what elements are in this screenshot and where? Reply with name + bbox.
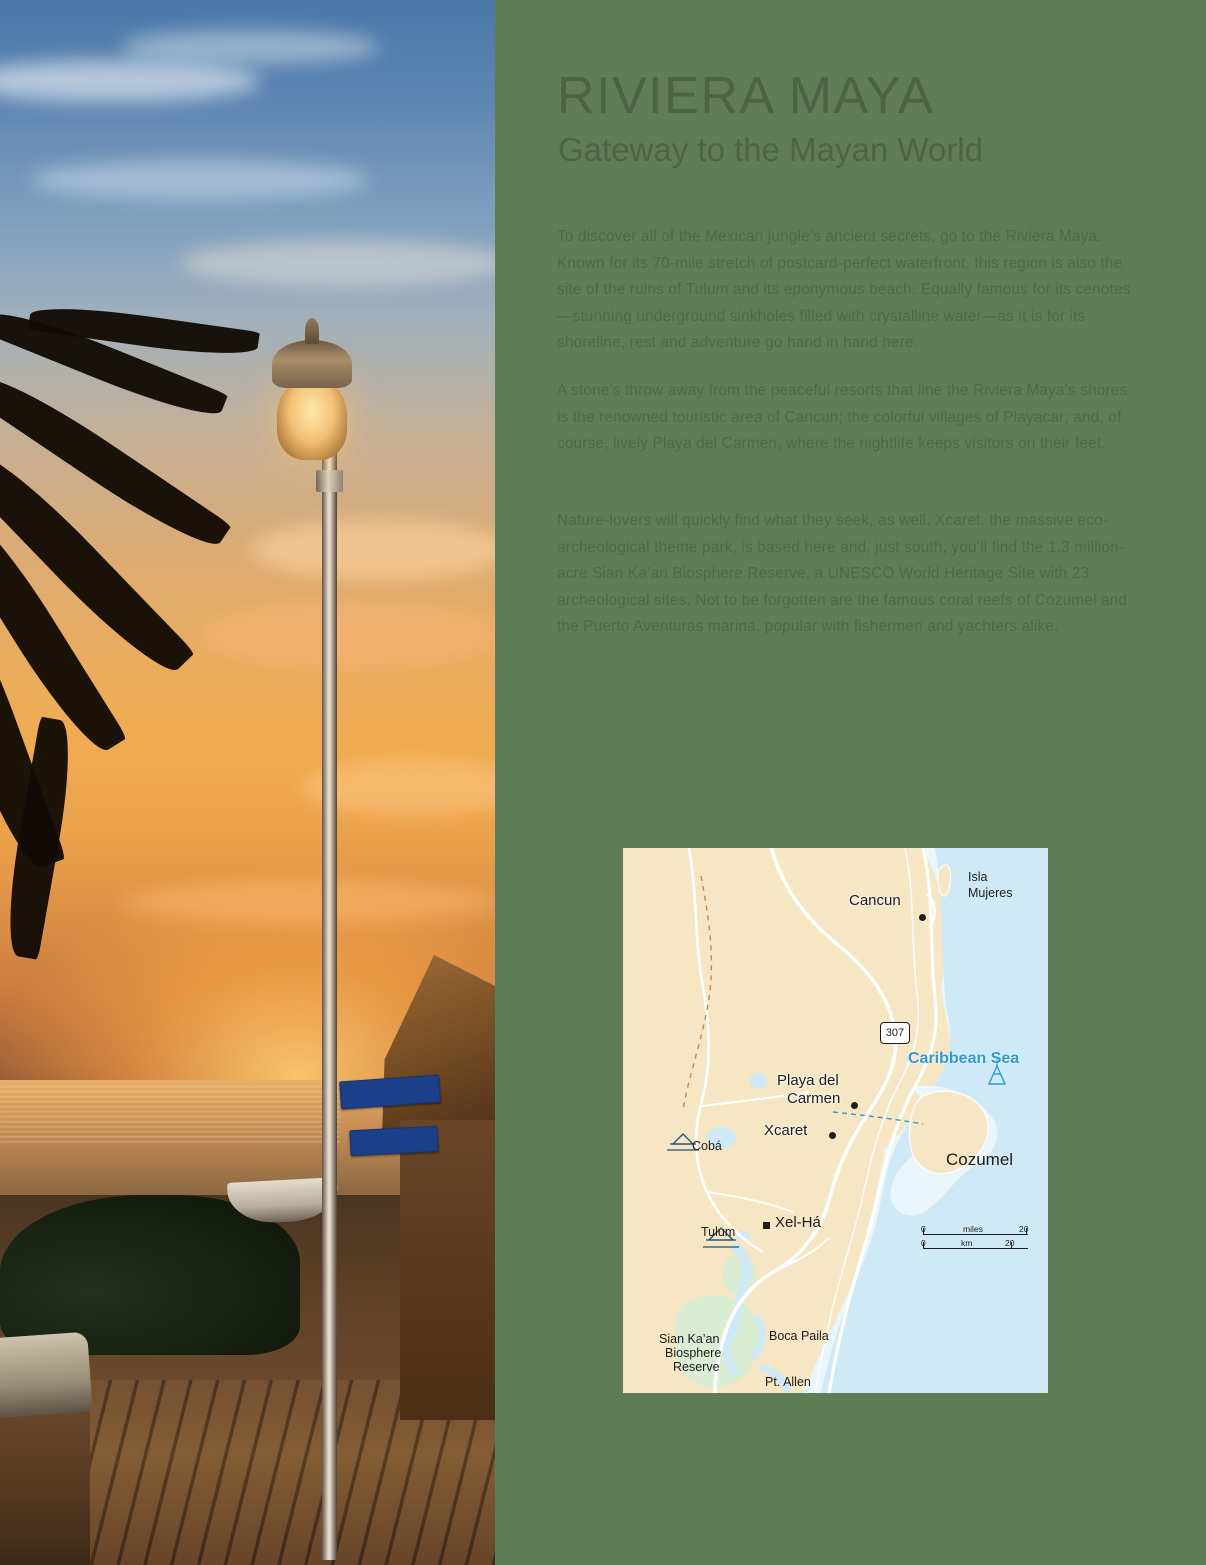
hero-photo — [0, 0, 495, 1565]
cloud — [30, 160, 370, 200]
map-label-sian-kaan-line3: Reserve — [673, 1360, 720, 1374]
map-scale-bar — [923, 1224, 1028, 1258]
map-dot-playa-del-carmen — [851, 1102, 858, 1109]
body-paragraph-2: A stone’s throw away from the peaceful resorts that line the Riviera Maya’s shores is the renowned touristic area of Cancun; the colorful villages of Playacar; and, of course, lively Playa del Carmen, where the nightlife keeps visitors on their feet. — [557, 382, 1128, 452]
scale-miles-end: 20 — [1019, 1224, 1029, 1234]
map-label-xcaret: Xcaret — [764, 1122, 808, 1139]
lamppost-pole — [322, 430, 337, 1560]
cloud — [120, 30, 380, 64]
map-label-boca-paila: Boca Paila — [769, 1329, 829, 1343]
lamppost-cap — [272, 340, 352, 388]
stone-block — [0, 1332, 93, 1419]
map-square-xelha — [763, 1222, 770, 1229]
scale-km-label: km — [961, 1238, 973, 1248]
map-label-coba: Cobá — [692, 1139, 722, 1153]
blue-sign — [349, 1126, 438, 1157]
cloud — [120, 880, 495, 924]
cloud — [250, 520, 495, 580]
scale-km-end: 20 — [1005, 1238, 1015, 1248]
scale-km-start: 0 — [921, 1238, 926, 1248]
map-label-sian-kaan-line2: Biosphere — [665, 1346, 722, 1360]
map-label-cozumel: Cozumel — [946, 1150, 1014, 1169]
map-dot-xcaret — [829, 1132, 836, 1139]
highway-shield-number: 307 — [885, 1027, 905, 1039]
map-vector — [623, 848, 1048, 1393]
cloud — [200, 600, 495, 670]
region-map — [623, 848, 1048, 1393]
sea-shimmer — [0, 1086, 340, 1146]
map-label-pt-allen: Pt. Allen — [765, 1375, 811, 1389]
lamppost-collar — [316, 470, 343, 492]
scale-miles-start: 0 — [921, 1224, 926, 1234]
hut-wall — [400, 1120, 495, 1420]
highway-shield — [880, 1022, 910, 1044]
map-label-xelha: Xel-Há — [775, 1214, 821, 1231]
body-paragraph-1: To discover all of the Mexican jungle’s ancient secrets, go to the Riviera Maya. Known for its 70-mile stretch of postcard-perfect waterfront, this region is also the site of the ruins of Tulum and its eponymous beach. Equally famous for its cenotes—stunning underground sinkholes filled with crystalline water—as it is for its shoreline, rest and adventure go hand in hand here. — [557, 228, 1131, 351]
map-dot-cancun — [919, 914, 926, 921]
body-paragraph-3: Nature-lovers will quickly find what they seek, as well. Xcaret, the massive eco-archeological theme park, is based here and, just south, you’ll find the 1.3 million-acre Sian Ka’an Biosphere Reserve, a UNESCO World Heritage Site with 23 archeological sites. Not to be forgotten are the famous coral reefs of Cozumel and the Puerto Aventuras marina, popular with fishermen and yachters alike. — [557, 512, 1128, 635]
scale-miles-label: miles — [963, 1224, 983, 1234]
cloud — [180, 240, 495, 286]
content-panel — [495, 0, 1206, 1565]
map-label-isla-mujeres-line2: Mujeres — [968, 886, 1013, 900]
map-label-isla-mujeres-line1: Isla — [968, 870, 988, 884]
map-label-tulum: Tulum — [701, 1225, 736, 1239]
map-label-sian-kaan-line1: Sian Ka’an — [659, 1332, 720, 1346]
map-label-caribbean-sea: Caribbean Sea — [908, 1050, 1020, 1067]
lamppost-glass — [277, 378, 347, 460]
lamppost-finial — [305, 318, 319, 344]
map-label-playa-del-carmen-line2: Carmen — [787, 1090, 841, 1107]
map-label-playa-del-carmen-line1: Playa del — [777, 1072, 839, 1089]
map-label-cancun: Cancun — [849, 892, 901, 909]
page-title: RIVIERA MAYA — [557, 67, 935, 125]
page-subtitle: Gateway to the Mayan World — [558, 131, 983, 168]
